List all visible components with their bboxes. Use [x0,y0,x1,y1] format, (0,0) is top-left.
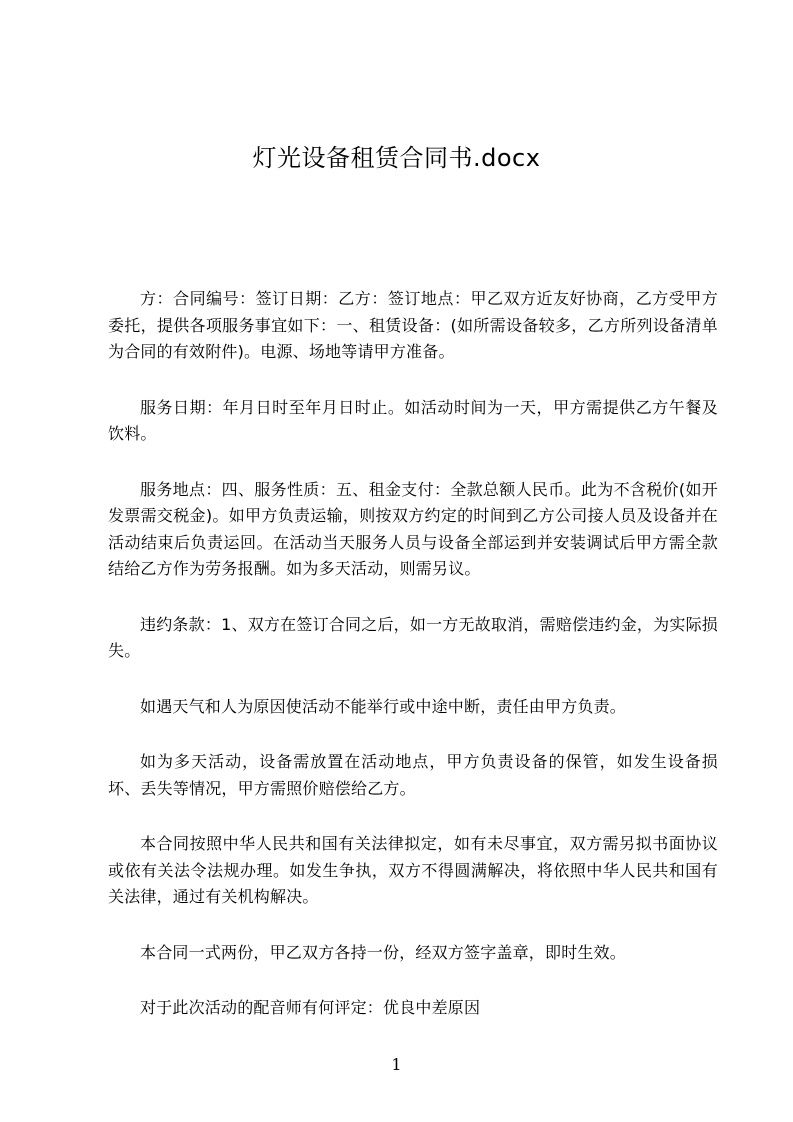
page-number: 1 [391,1055,402,1074]
paragraph-weather-clause: 如遇天气和人为原因使活动不能举行或中途中断，责任由甲方负责。 [140,696,627,716]
paragraph-contract-parties: 方：合同编号：签订日期：乙方：签订地点：甲乙双方近友好协商，乙方受甲方委托，提供各项服务事宜如下：一、租赁设备：(如所需设备较多，乙方所列设备清单为合同的有效附件)。电源、场地等请甲方准备。 [108,289,718,361]
document-title: 灯光设备租赁合同书.docx [252,144,541,172]
paragraph-breach-terms: 违约条款：1、双方在签订合同之后，如一方无故取消，需赔偿违约金，为实际损失。 [108,614,718,660]
paragraph-equipment-custody: 如为多天活动，设备需放置在活动地点，甲方负责设备的保管，如发生设备损坏、丢失等情况，甲方需照价赔偿给乙方。 [108,752,718,798]
paragraph-copies-effect: 本合同一式两份，甲乙双方各持一份，经双方签字盖章，即时生效。 [140,942,627,962]
document-body [108,286,718,1022]
paragraph-service-location-payment: 服务地点：四、服务性质：五、租金支付：全款总额人民币。此为不含税价(如开发票需交税金)。如甲方负责运输，则按双方约定的时间到乙方公司接人员及设备并在活动结束后负责运回。在活动当天服务人员与设备全部运到并安装调试后甲方需全款结给乙方作为劳务报酬。如为多天活动，则需另议。 [108,479,718,578]
paragraph-evaluation: 对于此次活动的配音师有何评定：优良中差原因 [140,998,481,1017]
paragraph-service-date: 服务日期：年月日时至年月日时止。如活动时间为一天，甲方需提供乙方午餐及饮料。 [108,397,718,443]
paragraph-governing-law: 本合同按照中华人民共和国有关法律拟定，如有未尽事宜，双方需另拟书面协议或依有关法令法规办理。如发生争执，双方不得圆满解决，将依照中华人民共和国有关法律，通过有关机构解决。 [108,834,718,906]
